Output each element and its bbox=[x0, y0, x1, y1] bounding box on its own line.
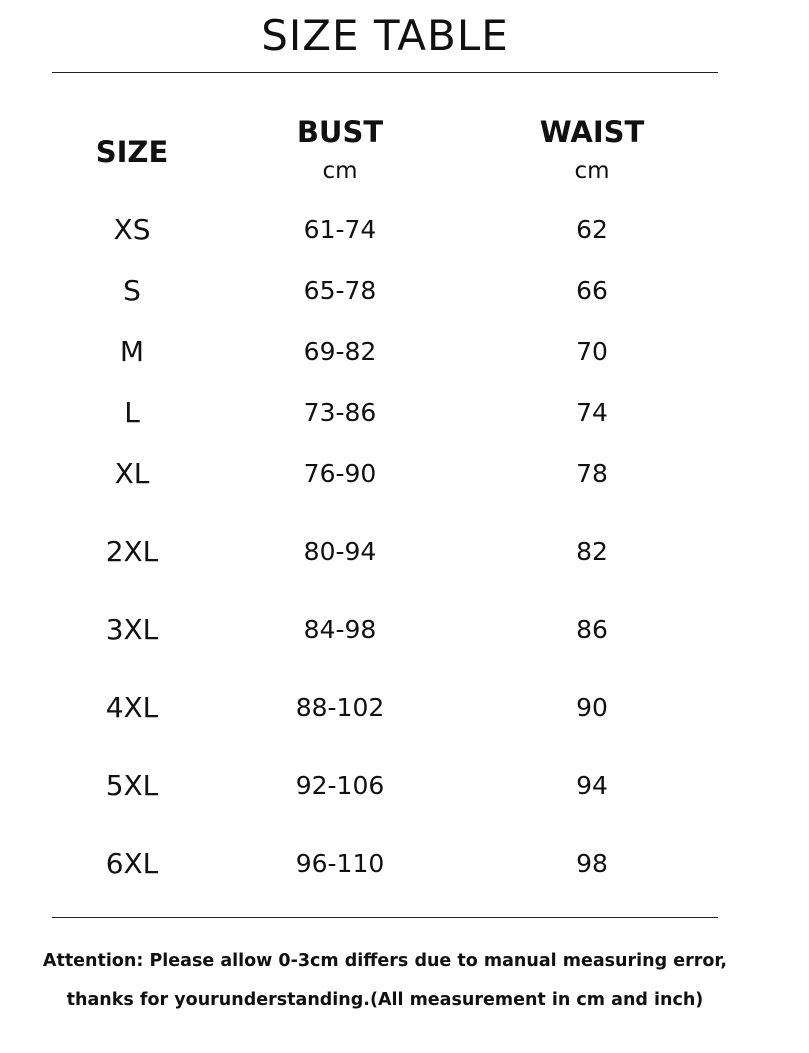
bust-cell: 61-74 bbox=[303, 215, 377, 244]
waist-cell: 82 bbox=[576, 537, 608, 566]
bust-cell: 88-102 bbox=[295, 693, 385, 722]
waist-cell: 86 bbox=[576, 615, 608, 644]
size-cell: 3XL bbox=[105, 613, 159, 646]
bust-cell: 92-106 bbox=[295, 771, 385, 800]
size-cell: 4XL bbox=[105, 691, 159, 724]
bust-cell: 84-98 bbox=[303, 615, 377, 644]
waist-cell: 66 bbox=[576, 276, 608, 305]
header-size: SIZE bbox=[95, 135, 169, 169]
page-title: SIZE TABLE bbox=[261, 11, 509, 60]
attention-note-line1: Attention: Please allow 0-3cm differs due to manual measuring error, bbox=[42, 951, 728, 971]
waist-cell: 90 bbox=[576, 693, 608, 722]
bust-cell: 80-94 bbox=[303, 537, 377, 566]
size-cell: XL bbox=[114, 457, 150, 490]
header-bust: BUST bbox=[296, 115, 384, 149]
waist-cell: 74 bbox=[576, 398, 608, 427]
bust-cell: 96-110 bbox=[295, 849, 385, 878]
waist-cell: 70 bbox=[576, 337, 608, 366]
header-waist-unit: cm bbox=[574, 158, 610, 184]
bottom-divider bbox=[52, 917, 718, 918]
bust-cell: 65-78 bbox=[303, 276, 377, 305]
attention-note-line2: thanks for yourunderstanding.(All measurement in cm and inch) bbox=[66, 990, 704, 1010]
size-cell: 6XL bbox=[105, 847, 159, 880]
size-cell: L bbox=[124, 396, 140, 429]
bust-cell: 73-86 bbox=[303, 398, 377, 427]
size-cell: S bbox=[123, 274, 141, 307]
size-cell: 2XL bbox=[105, 535, 159, 568]
bust-cell: 76-90 bbox=[303, 459, 377, 488]
header-waist: WAIST bbox=[539, 115, 645, 149]
bust-cell: 69-82 bbox=[303, 337, 377, 366]
header-bust-unit: cm bbox=[322, 158, 358, 184]
waist-cell: 98 bbox=[576, 849, 608, 878]
size-cell: XS bbox=[113, 213, 151, 246]
waist-cell: 62 bbox=[576, 215, 608, 244]
waist-cell: 78 bbox=[576, 459, 608, 488]
size-cell: M bbox=[119, 335, 145, 368]
waist-cell: 94 bbox=[576, 771, 608, 800]
size-cell: 5XL bbox=[105, 769, 159, 802]
top-divider bbox=[52, 72, 718, 73]
